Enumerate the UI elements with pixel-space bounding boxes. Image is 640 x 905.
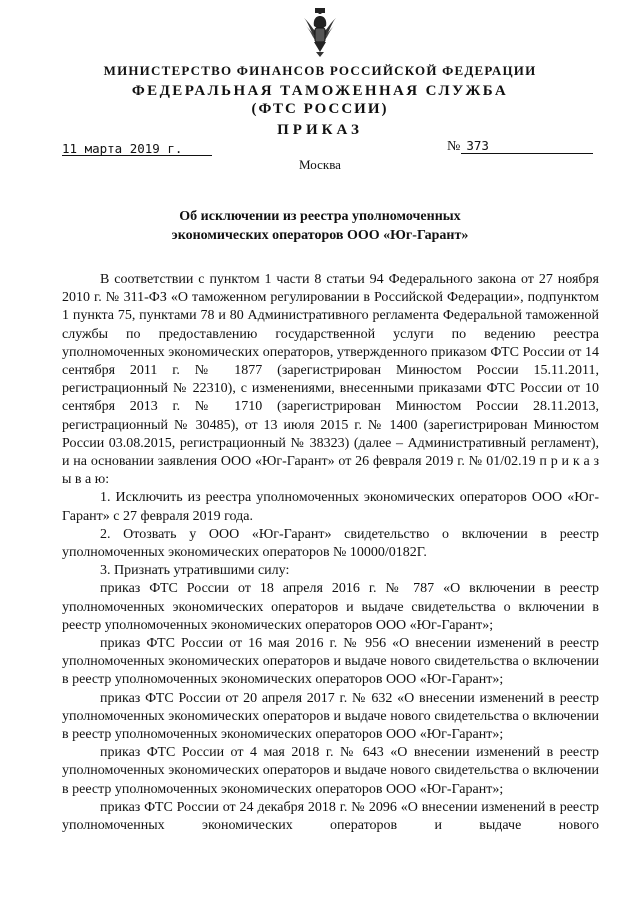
order-date: 11 марта 2019 г. [62, 141, 183, 156]
revoked-order-item: приказ ФТС России от 4 мая 2018 г. № 643 «О внесении изменений в реестр уполномоченных экономических операторов и выдаче нового свидетельства о включении в реестр уполномоченных экономических операторов ООО «Юг-Гарант»; [62, 745, 599, 797]
ministry-heading: МИНИСТЕРСТВО ФИНАНСОВ РОССИЙСКОЙ ФЕДЕРАЦИИ [103, 63, 537, 78]
revoked-order-item: приказ ФТС России от 24 декабря 2018 г. № 2096 «О внесении изменений в реестр уполномоченных экономических операторов и выдаче нового [62, 799, 599, 834]
service-heading: ФЕДЕРАЛЬНАЯ ТАМОЖЕННАЯ СЛУЖБА [131, 83, 509, 99]
document-title [0, 207, 640, 245]
number-label: № [447, 139, 461, 154]
revoked-order-item: приказ ФТС России от 16 мая 2016 г. № 956 «О внесении изменений в реестр уполномоченных экономических операторов и выдаче нового свидетельства о включении в реестр уполномоченных экономических операторов ООО «Юг-Гарант»; [62, 636, 599, 688]
date-underline [62, 155, 212, 156]
number-value: 373 [466, 138, 489, 153]
title-line: Об исключении из реестра уполномоченных [179, 209, 461, 224]
document-body [62, 271, 599, 835]
city: Москва [299, 157, 341, 172]
number-underline [461, 153, 593, 154]
coat-of-arms-emblem-icon [302, 8, 338, 58]
service-abbreviation: (ФТС РОССИИ) [251, 101, 389, 117]
clause-3: 3. Признать утратившими силу: [100, 563, 290, 579]
preamble-paragraph: В соответствии с пунктом 1 части 8 статьи 94 Федерального закона от 27 ноября 2010 г. № 311-ФЗ «О таможенном регулировании в Российской Федерации», подпунктом 1 пункта 75, пунктами 78 и 80 Административного регламента Федеральной таможенной службы по предоставлению государственной услуги по ведению реестра уполномоченных экономических операторов, утвержденного приказом ФТС России от 14 сентября 2011 г. № 1877 (зарегистрирован Минюстом России 15.11.2011, регистрационный № 22310), с изменениями, внесенными приказами ФТС России от 10 сентября 2013 г. № 1710 (зарегистрирован Минюстом России 28.11.2013, регистрационный № 30485), от 13 июля 2015 г. № 1400 (зарегистрирован Минюстом России 03.08.2015, регистрационный № 38323) (далее – Административный регламент), и на основании заявления ООО «Юг-Гарант» от 26 февраля 2019 г. № 01/02.19 п р и к а з ы в а ю: [62, 272, 599, 488]
revoked-order-item: приказ ФТС России от 18 апреля 2016 г. № 787 «О включении в реестр уполномоченных экономических операторов и выдаче свидетельства о включении в реестр уполномоченных экономических операторов ООО «Юг-Гарант»; [62, 581, 599, 633]
clause-1: 1. Исключить из реестра уполномоченных экономических операторов ООО «Юг-Гарант» с 27 февраля 2019 года. [62, 490, 599, 524]
clause-2: 2. Отозвать у ООО «Юг-Гарант» свидетельство о включении в реестр уполномоченных экономических операторов № 10000/0182Г. [62, 526, 599, 561]
title-line: экономических операторов ООО «Юг-Гарант» [171, 228, 469, 243]
document-type: ПРИКАЗ [277, 122, 363, 138]
revoked-order-item: приказ ФТС России от 20 апреля 2017 г. № 632 «О внесении изменений в реестр уполномоченных экономических операторов и выдаче нового свидетельства о включении в реестр уполномоченных экономических операторов ООО «Юг-Гарант»; [62, 690, 599, 743]
